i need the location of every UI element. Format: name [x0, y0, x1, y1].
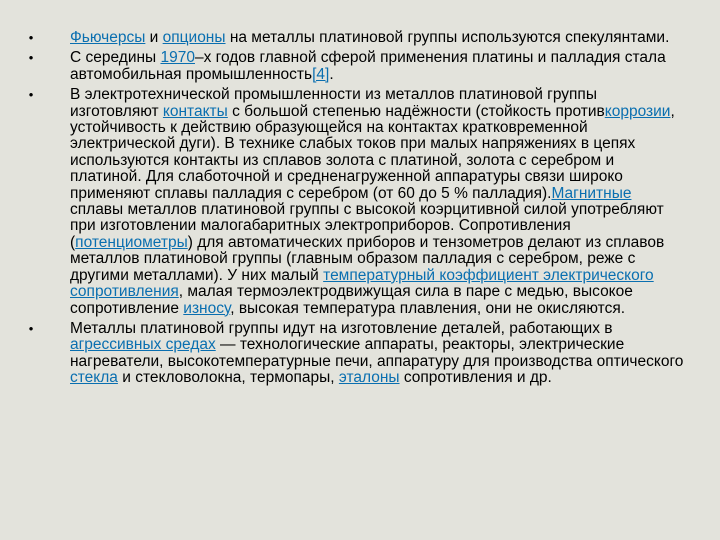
link-temperature-coefficient[interactable]: температурный коэффициент электрического сопротивления: [70, 266, 654, 301]
bullet-marker: •: [28, 87, 34, 103]
link-contacts[interactable]: контакты: [162, 102, 228, 120]
link-glass[interactable]: стекла: [70, 369, 118, 387]
bullet-text: Фьючерсы и опционы на металлы платиновой группы используются спекулянтами.: [70, 29, 670, 46]
bullet-item-4: [26, 321, 686, 387]
bullet-item-2: [26, 50, 686, 83]
bullet-item-1: [26, 30, 686, 46]
link-magnetic[interactable]: Магнитные: [551, 184, 632, 202]
bullet-marker: •: [28, 320, 34, 336]
bullet-marker: •: [28, 50, 34, 66]
link-futures[interactable]: Фьючерсы: [70, 29, 146, 46]
link-1970[interactable]: 1970: [160, 49, 195, 67]
link-corrosion[interactable]: коррозии: [604, 102, 671, 120]
bullet-item-3: [26, 87, 686, 317]
bullet-text: С середины 1970–х годов главной сферой применения платины и палладия стала автомобильная промышленность[4].: [70, 49, 666, 83]
link-standards[interactable]: эталоны: [338, 369, 400, 387]
bullet-marker: •: [28, 30, 34, 45]
bullet-list: [26, 30, 686, 387]
bullet-text: Металлы платиновой группы идут на изготовление деталей, работающих в агрессивных средах — технологические аппараты, реакторы, электрические нагреватели, высокотемпературные печи, аппаратуру для производства оптического стекла и стекловолокна, термопары, эталоны сопротивления и др.: [70, 319, 684, 387]
link-wear[interactable]: износу: [183, 299, 231, 317]
link-options[interactable]: опционы: [162, 29, 226, 46]
link-aggressive-media[interactable]: агрессивных средах: [70, 336, 216, 354]
bullet-text: В электротехнической промышленности из металлов платиновой группы изготовляют контакты с большой степенью надёжности (стойкость противкоррозии, устойчивость к действию образующейся на контактах кратковременной электрической дуги). В технике слабых токов при малых напряжениях в цепях используются контакты из сплавов золота с платиной, золота с серебром и платиной. Для слаботочной и средненагруженной аппаратуры связи широко применяют сплавы палладия с серебром (от 60 до 5 % палладия).Магнитные сплавы металлов платиновой группы с высокой коэрцитивной силой употребляют при изготовлении малогабаритных электроприборов. Сопротивления (потенциометры) для автоматических приборов и тензометров делают из сплавов металлов платиновой группы (главным образом палладия с серебром, реже с другими металлами). У них малый температурный коэффициент электрического сопротивления, малая термоэлектродвижущая сила в паре с медью, высокое сопротивление износу, высокая температура плавления, они не окисляются.: [70, 86, 675, 317]
link-potentiometers[interactable]: потенциометры: [75, 233, 188, 251]
link-reference-4[interactable]: [4]: [312, 65, 330, 83]
